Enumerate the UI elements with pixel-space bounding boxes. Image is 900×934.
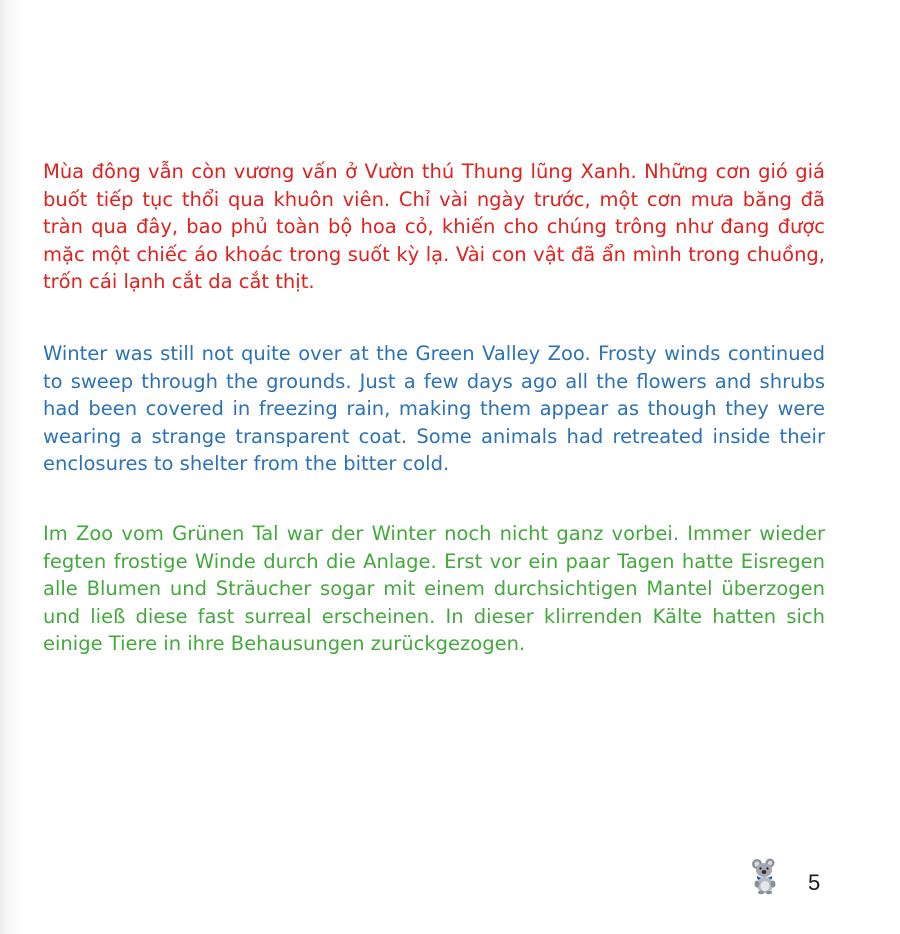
koala-mascot-icon bbox=[748, 856, 788, 896]
page-edge-shadow bbox=[0, 0, 22, 934]
paragraph-german: Im Zoo vom Grünen Tal war der Winter noch nicht ganz vorbei. Immer wieder fegten frostige Winde durch die Anlage. Erst vor ein paar Tagen hatte Eisregen alle Blumen und Sträucher sogar mit einem durchsichtigen Mantel überzogen und ließ diese fast surreal erscheinen. In dieser klirrenden Kälte hatten sich einige Tiere in ihre Behausungen zurückgezogen. bbox=[43, 522, 825, 656]
paragraph-vietnamese: Mùa đông vẫn còn vương vấn ở Vườn thú Thung lũng Xanh. Những cơn gió giá buốt tiếp tục thổi qua khuôn viên. Chỉ vài ngày trước, một cơn mưa băng đã tràn qua đây, bao phủ toàn bộ hoa cỏ, khiến cho chúng trông như đang được mặc một chiếc áo khoác trong suốt kỳ lạ. Vài con vật đã ẩn mình trong chuồng, trốn cái lạnh cắt da cắt thịt. bbox=[43, 160, 825, 294]
page-number: 5 bbox=[808, 870, 821, 895]
paragraph-english: Winter was still not quite over at the Green Valley Zoo. Frosty winds continued to sweep through the grounds. Just a few days ago all the flowers and shrubs had been covered in freezing rain, making them appear as though they were wearing a strange transparent coat. Some animals had retreated inside their enclosures to shelter from the bitter cold. bbox=[43, 342, 825, 476]
